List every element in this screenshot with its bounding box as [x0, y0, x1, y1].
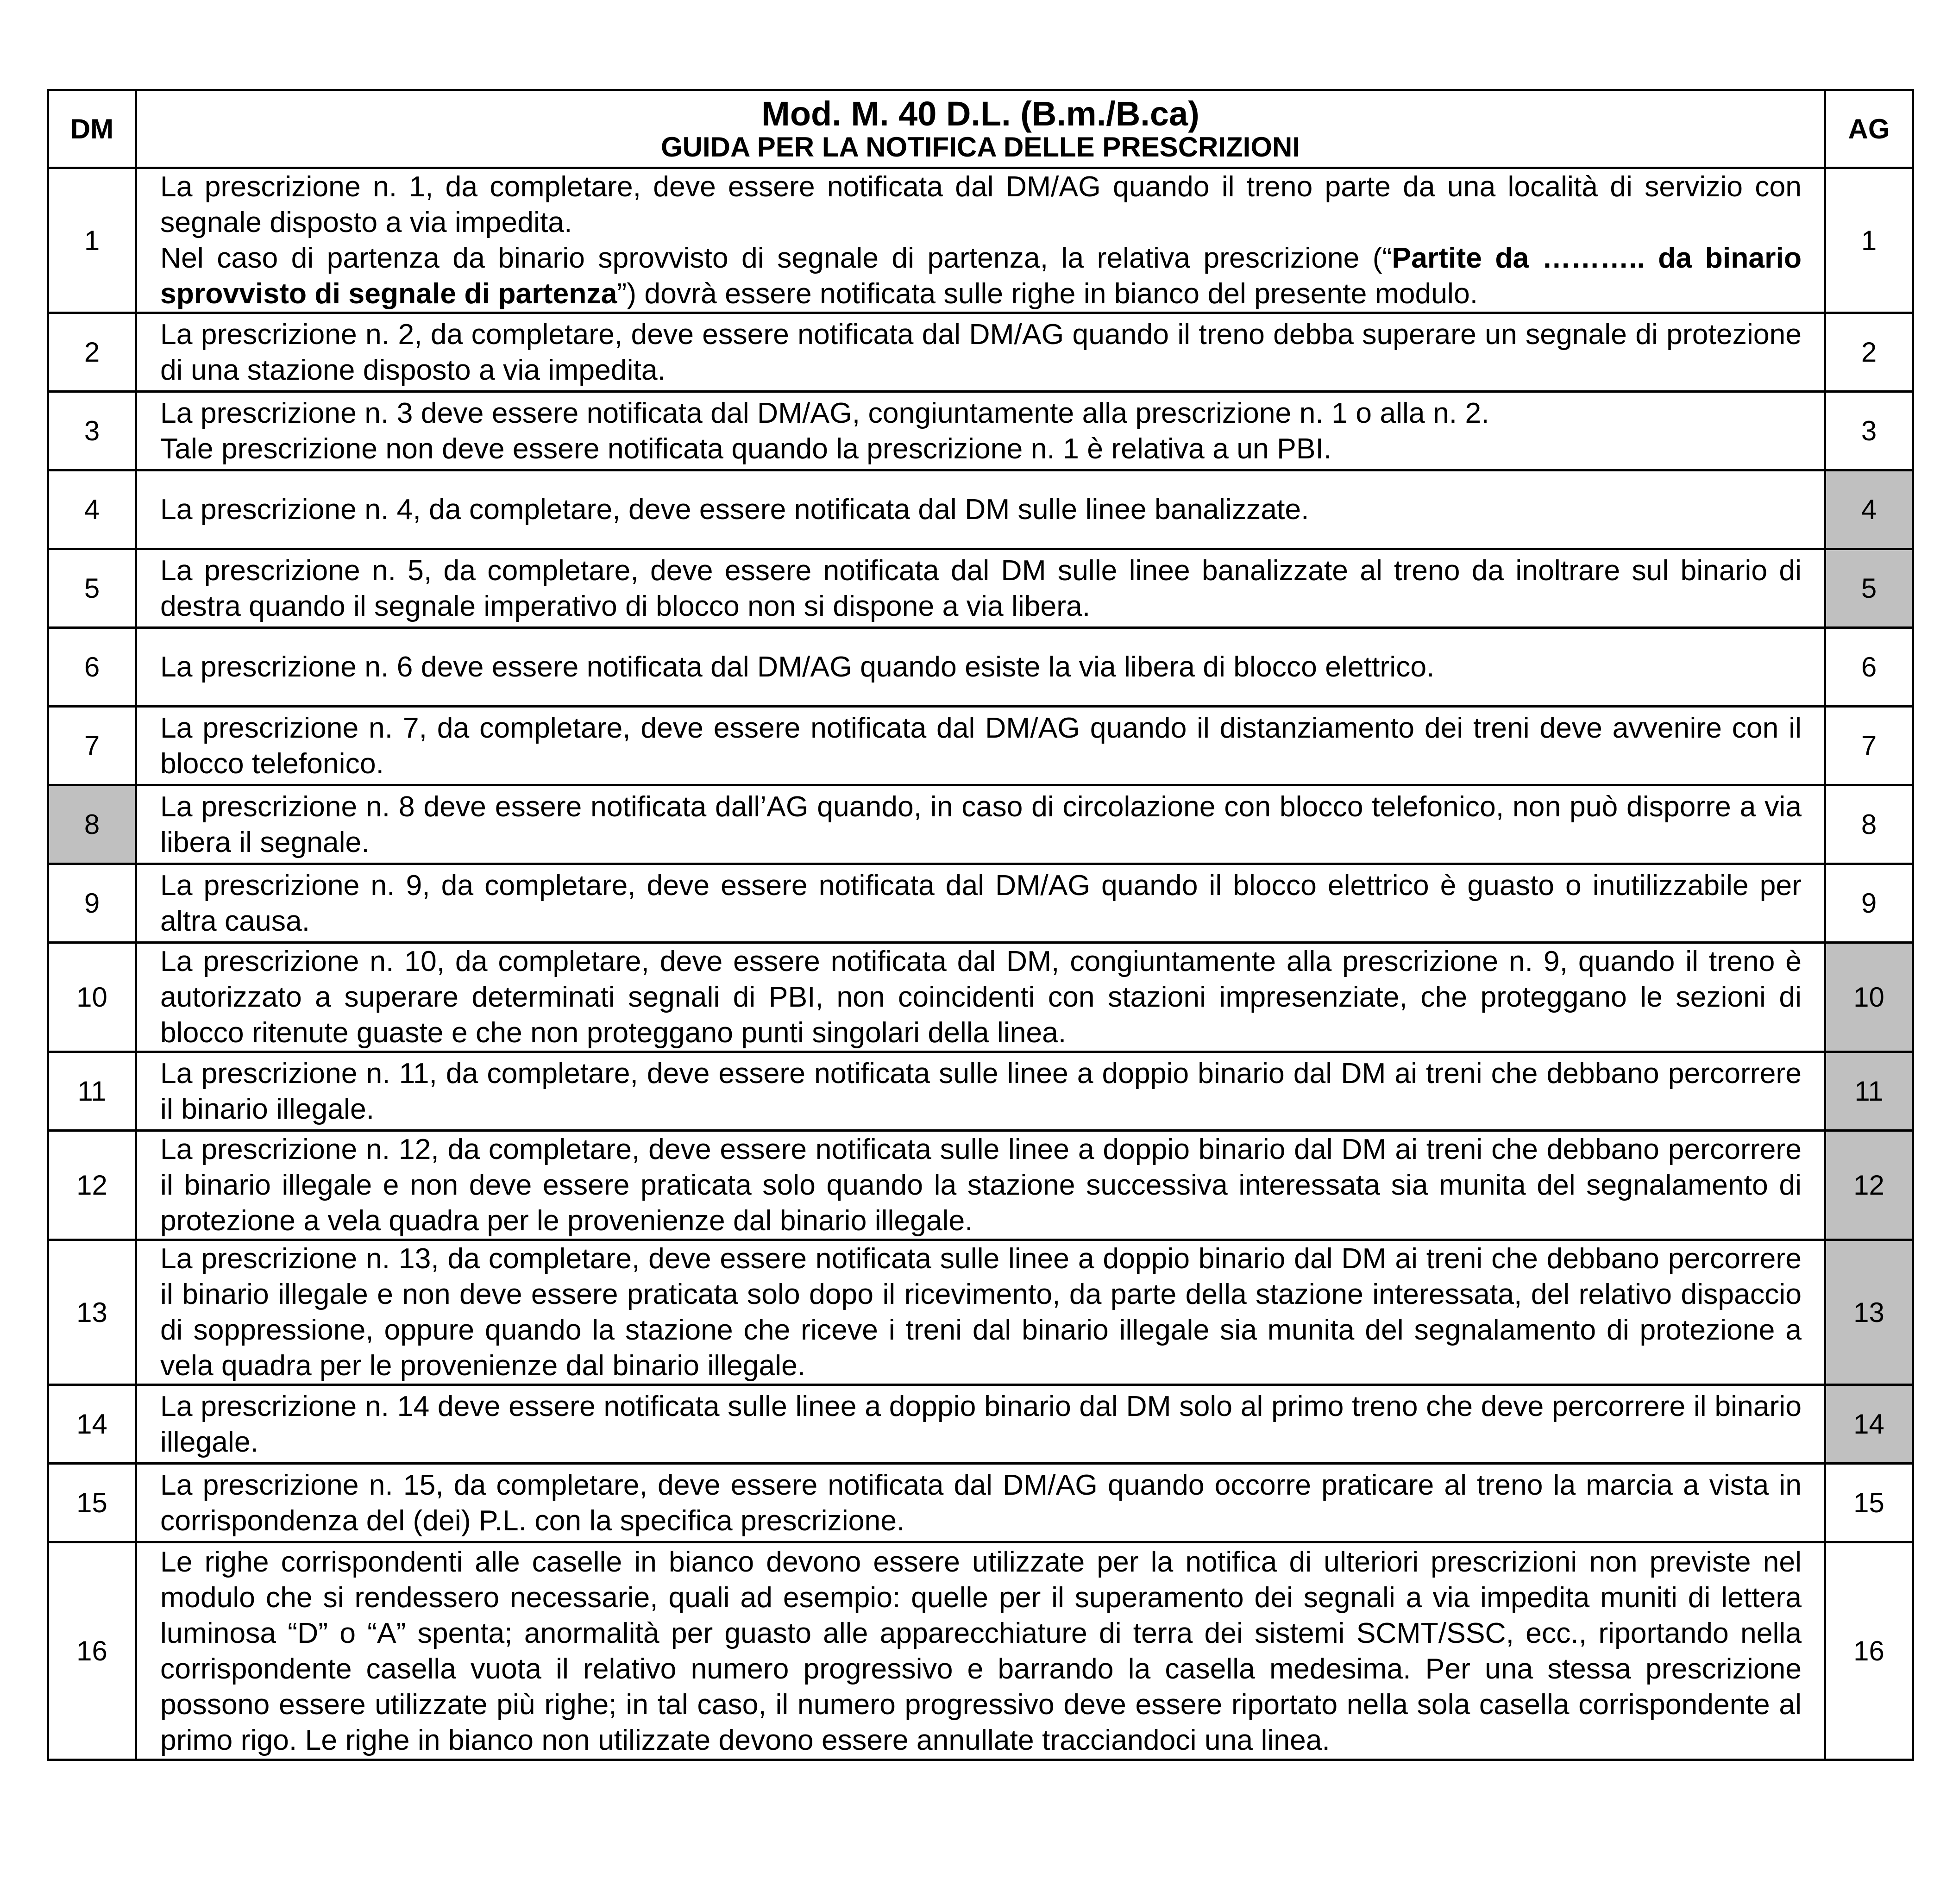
- table-row: [48, 1542, 1913, 1760]
- description-text: La prescrizione n. 8 deve essere notificata dall’AG quando, in caso di circolazione con blocco telefonico, non può disporre a via libera il segnale.: [136, 785, 1825, 864]
- ag-cell: 14: [1825, 1385, 1913, 1464]
- header-title-cell: [136, 90, 1825, 168]
- header-row: [48, 90, 1913, 168]
- prescriptions-guide-table: [47, 89, 1914, 1761]
- dm-cell: 1: [48, 168, 136, 313]
- dm-cell: 8: [48, 785, 136, 864]
- table-row: [48, 1464, 1913, 1542]
- dm-cell: 9: [48, 864, 136, 943]
- ag-cell: 3: [1825, 392, 1913, 470]
- table-row: [48, 943, 1913, 1052]
- table-row: [48, 549, 1913, 628]
- description-text: La prescrizione n. 6 deve essere notificata dal DM/AG quando esiste la via libera di blocco elettrico.: [136, 628, 1825, 707]
- ag-cell: 5: [1825, 549, 1913, 628]
- ag-cell: 9: [1825, 864, 1913, 943]
- description-bold-text: Partite da ……….. da binario sprovvisto di segnale di partenza: [160, 242, 1802, 310]
- table-row: [48, 1385, 1913, 1464]
- ag-cell: 13: [1825, 1240, 1913, 1385]
- description-text: La prescrizione n. 12, da completare, deve essere notificata sulle linee a doppio binario dal DM ai treni che debbano percorrere il binario illegale e non deve essere praticata solo quando la stazione successiva interessata sia munita del segnalamento di protezione a vela quadra per le provenienze dal binario illegale.: [136, 1131, 1825, 1240]
- table-row: [48, 168, 1913, 313]
- description-text: La prescrizione n. 5, da completare, deve essere notificata dal DM sulle linee banalizzate al treno da inoltrare sul binario di destra quando il segnale imperativo di blocco non si dispone a via libera.: [136, 549, 1825, 628]
- description-text: Le righe corrispondenti alle caselle in bianco devono essere utilizzate per la notifica di ulteriori prescrizioni non previste nel modulo che si rendessero necessarie, quali ad esempio: quelle per il superamento dei segnali a via impedita muniti di lettera luminosa “D” o “A” spenta; anormalità per guasto alle apparecchiature di terra dei sistemi SCMT/SSC, ecc., riportando nella corrispondente casella vuota il relativo numero progressivo e barrando la casella medesima. Per una stessa prescrizione possono essere utilizzate più righe; in tal caso, il numero progressivo deve essere riportato nella sola casella corrispondente al primo rigo. Le righe in bianco non utilizzate devono essere annullate tracciandoci una linea.: [136, 1542, 1825, 1760]
- ag-cell: 1: [1825, 168, 1913, 313]
- ag-cell: 15: [1825, 1464, 1913, 1542]
- table-row: [48, 1052, 1913, 1131]
- ag-cell: 16: [1825, 1542, 1913, 1760]
- description-text: La prescrizione n. 13, da completare, deve essere notificata sulle linee a doppio binario dal DM ai treni che debbano percorrere il binario illegale e non deve essere praticata solo dopo il ricevimento, da parte della stazione interessata, del relativo dispaccio di soppressione, oppure quando la stazione che riceve i treni dal binario illegale sia munita del segnalamento di protezione a vela quadra per le provenienze dal binario illegale.: [136, 1240, 1825, 1385]
- dm-cell: 7: [48, 707, 136, 785]
- dm-cell: 3: [48, 392, 136, 470]
- dm-cell: 12: [48, 1131, 136, 1240]
- description-text: Tale prescrizione non deve essere notificata quando la prescrizione n. 1 è relativa a un PBI.: [160, 432, 1332, 465]
- dm-cell: 14: [48, 1385, 136, 1464]
- table-row: [48, 470, 1913, 549]
- description-text: La prescrizione n. 14 deve essere notificata sulle linee a doppio binario dal DM solo al primo treno che deve percorrere il binario illegale.: [136, 1385, 1825, 1464]
- table-row: [48, 313, 1913, 392]
- form-title: Mod. M. 40 D.L. (B.m./B.ca): [761, 94, 1199, 133]
- dm-cell: 13: [48, 1240, 136, 1385]
- ag-cell: 8: [1825, 785, 1913, 864]
- table-row: [48, 707, 1913, 785]
- dm-cell: 10: [48, 943, 136, 1052]
- table-row: [48, 864, 1913, 943]
- description-text: La prescrizione n. 3 deve essere notificata dal DM/AG, congiuntamente alla prescrizione n. 1 o alla n. 2.: [160, 396, 1489, 429]
- description-text: La prescrizione n. 9, da completare, deve essere notificata dal DM/AG quando il blocco elettrico è guasto o inutilizzabile per altra causa.: [136, 864, 1825, 943]
- ag-cell: 6: [1825, 628, 1913, 707]
- description-text: La prescrizione n. 2, da completare, deve essere notificata dal DM/AG quando il treno debba superare un segnale di protezione di una stazione disposto a via impedita.: [136, 313, 1825, 392]
- header-dm: DM: [48, 90, 136, 168]
- dm-cell: 5: [48, 549, 136, 628]
- description-text: La prescrizione n. 1, da completare, deve essere notificata dal DM/AG quando il treno parte da una località di servizio con segnale disposto a via impedita.: [160, 170, 1802, 238]
- ag-cell: 7: [1825, 707, 1913, 785]
- description-text: La prescrizione n. 7, da completare, deve essere notificata dal DM/AG quando il distanziamento dei treni deve avvenire con il blocco telefonico.: [136, 707, 1825, 785]
- dm-cell: 2: [48, 313, 136, 392]
- description-text: La prescrizione n. 11, da completare, deve essere notificata sulle linee a doppio binario dal DM ai treni che debbano percorrere il binario illegale.: [136, 1052, 1825, 1131]
- dm-cell: 15: [48, 1464, 136, 1542]
- ag-cell: 11: [1825, 1052, 1913, 1131]
- description-text: La prescrizione n. 15, da completare, deve essere notificata dal DM/AG quando occorre praticare al treno la marcia a vista in corrispondenza del (dei) P.L. con la specifica prescrizione.: [136, 1464, 1825, 1542]
- dm-cell: 16: [48, 1542, 136, 1760]
- description-text: Nel caso di partenza da binario sprovvisto di segnale di partenza, la relativa prescrizione (“: [160, 242, 1392, 274]
- description-cell: [136, 392, 1825, 470]
- dm-cell: 4: [48, 470, 136, 549]
- description-cell: [136, 168, 1825, 313]
- table-row: [48, 1240, 1913, 1385]
- description-text: [160, 240, 1802, 312]
- table-row: [48, 785, 1913, 864]
- table-row: [48, 628, 1913, 707]
- ag-cell: 10: [1825, 943, 1913, 1052]
- table-row: [48, 392, 1913, 470]
- ag-cell: 2: [1825, 313, 1913, 392]
- dm-cell: 11: [48, 1052, 136, 1131]
- description-text: La prescrizione n. 10, da completare, deve essere notificata dal DM, congiuntamente alla prescrizione n. 9, quando il treno è autorizzato a superare determinati segnali di PBI, non coincidenti con stazioni impresenziate, che proteggano le sezioni di blocco ritenute guaste e che non proteggano punti singolari della linea.: [136, 943, 1825, 1052]
- dm-cell: 6: [48, 628, 136, 707]
- form-subtitle: GUIDA PER LA NOTIFICA DELLE PRESCRIZIONI: [660, 132, 1300, 163]
- description-text: ”) dovrà essere notificata sulle righe in bianco del presente modulo.: [617, 277, 1478, 310]
- ag-cell: 4: [1825, 470, 1913, 549]
- header-ag: AG: [1825, 90, 1913, 168]
- table-row: [48, 1131, 1913, 1240]
- ag-cell: 12: [1825, 1131, 1913, 1240]
- description-text: La prescrizione n. 4, da completare, deve essere notificata dal DM sulle linee banalizzate.: [136, 470, 1825, 549]
